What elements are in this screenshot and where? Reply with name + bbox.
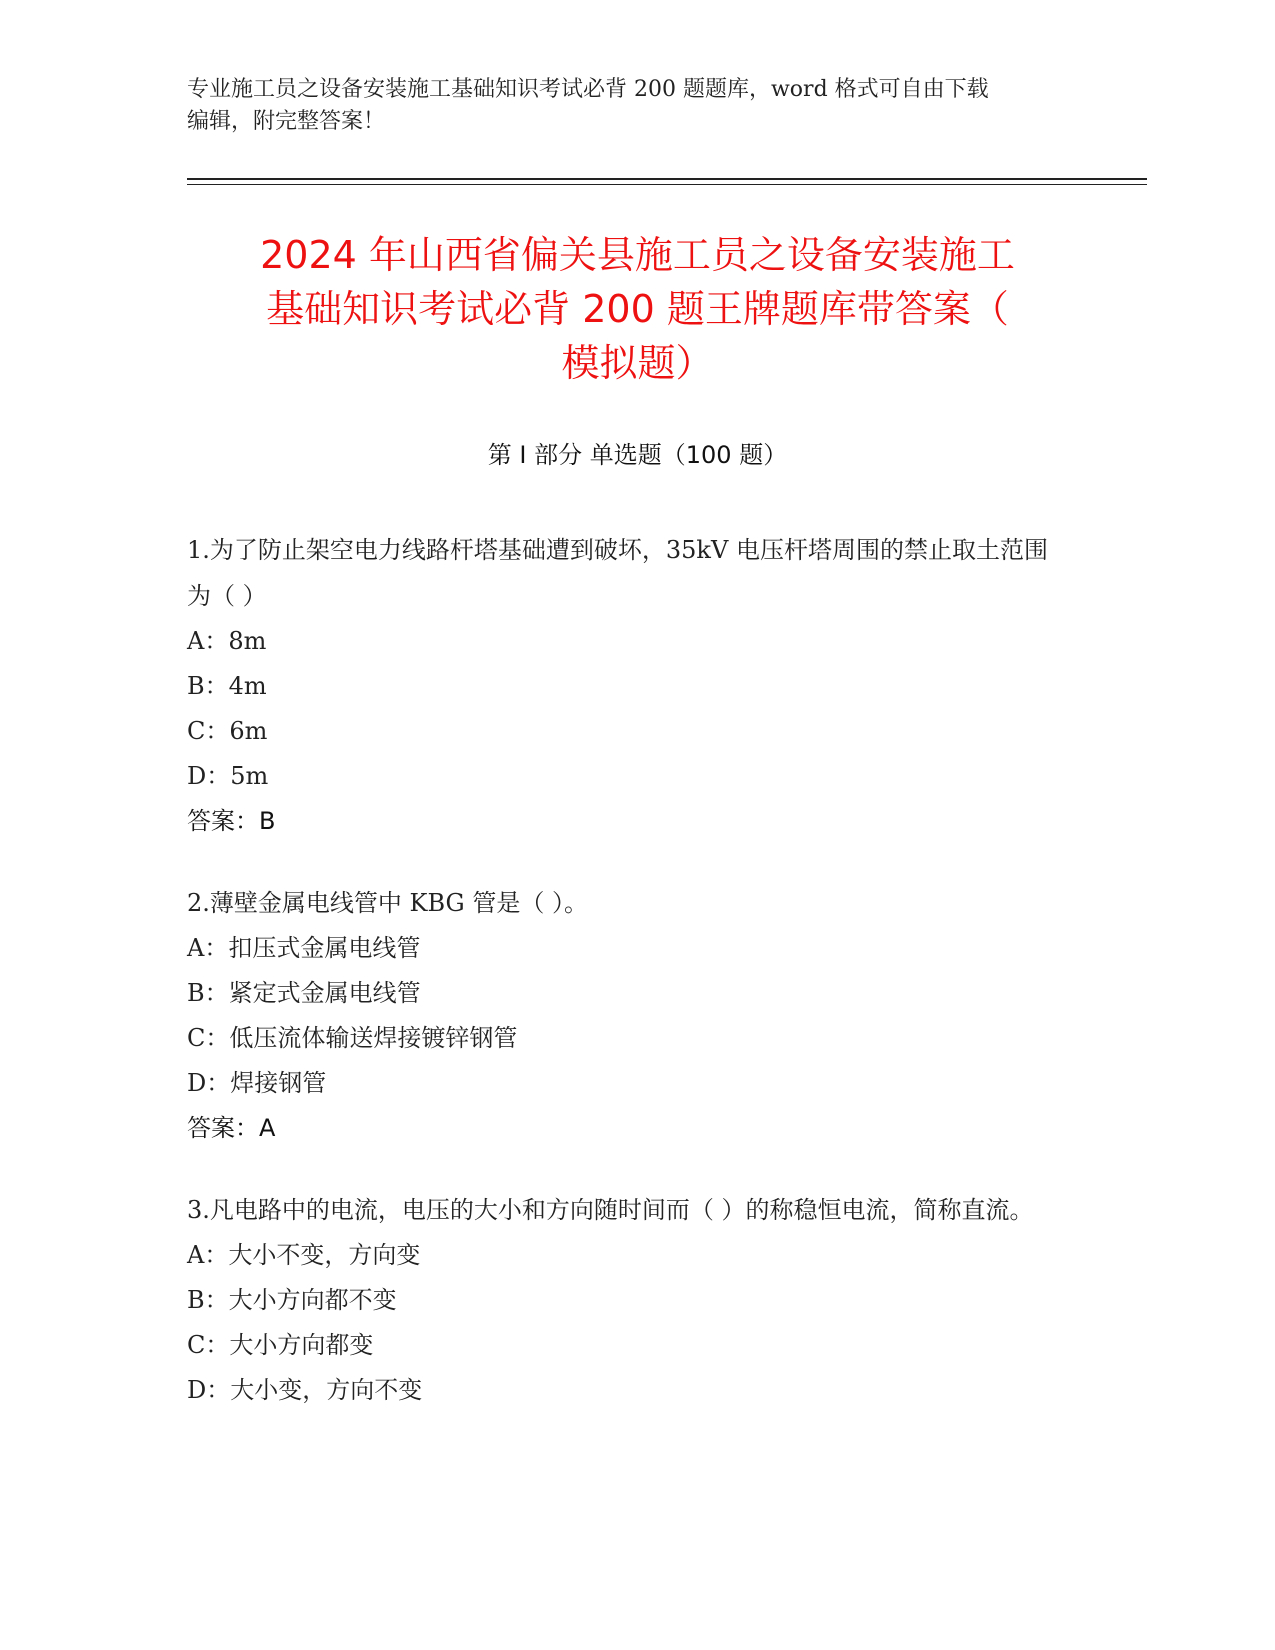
answer-line: 答案：B bbox=[187, 807, 276, 835]
header-line-2: 编辑，附完整答案！ bbox=[187, 109, 386, 134]
question-list bbox=[187, 527, 1067, 1449]
header-line-1: 专业施工员之设备安装施工基础知识考试必背 200 题题库，word 格式可自由下载 bbox=[187, 77, 989, 102]
question-2 bbox=[187, 880, 1067, 1151]
option-a: A：扣压式金属电线管 bbox=[187, 934, 421, 962]
title-line-1: 2024 年山西省偏关县施工员之设备安装施工 bbox=[260, 233, 1015, 277]
option-d: D：大小变，方向不变 bbox=[187, 1376, 423, 1404]
option-b: B：大小方向都不变 bbox=[187, 1286, 397, 1314]
section-heading: 第 I 部分 单选题（100 题） bbox=[487, 441, 788, 469]
option-a: A：大小不变，方向变 bbox=[187, 1241, 421, 1269]
option-d: D：5m bbox=[187, 762, 269, 790]
option-b: B：4m bbox=[187, 672, 267, 700]
question-text: 2.薄壁金属电线管中 KBG 管是（ ）。 bbox=[187, 889, 588, 917]
document-title bbox=[150, 228, 1125, 390]
title-line-3: 模拟题） bbox=[561, 341, 714, 385]
question-text: 3.凡电路中的电流，电压的大小和方向随时间而（ ）的称稳恒电流，简称直流。 bbox=[187, 1196, 1034, 1224]
answer-line: 答案：A bbox=[187, 1114, 276, 1142]
question-text: 1.为了防止架空电力线路杆塔基础遭到破坏，35kV 电压杆塔周围的禁止取土范围为（ ） bbox=[187, 536, 1048, 610]
question-3 bbox=[187, 1187, 1067, 1413]
question-1 bbox=[187, 527, 1067, 844]
header-divider-thin bbox=[187, 184, 1147, 185]
document-header bbox=[187, 74, 1087, 138]
option-c: C：低压流体输送焊接镀锌钢管 bbox=[187, 1024, 518, 1052]
title-line-2: 基础知识考试必背 200 题王牌题库带答案（ bbox=[266, 287, 1009, 331]
header-divider-thick bbox=[187, 178, 1147, 180]
option-d: D：焊接钢管 bbox=[187, 1069, 327, 1097]
option-c: C：6m bbox=[187, 717, 268, 745]
option-b: B：紧定式金属电线管 bbox=[187, 979, 421, 1007]
option-c: C：大小方向都变 bbox=[187, 1331, 374, 1359]
option-a: A：8m bbox=[187, 627, 267, 655]
